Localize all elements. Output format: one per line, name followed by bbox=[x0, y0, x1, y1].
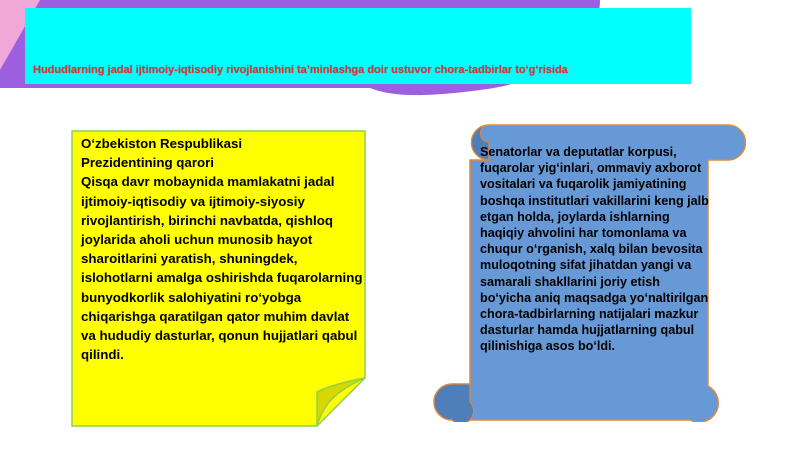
scroll-shape bbox=[432, 124, 746, 422]
note-heading-line-2: Prezidentining qarori bbox=[81, 155, 214, 171]
note-heading-line-1: O‘zbekiston Respublikasi bbox=[81, 136, 243, 151]
scroll-content: Senatorlar va deputatlar korpusi, fuqarolar yig‘inlari, ommaviy axborot vositalari va fuqarolik jamiyatining boshqa institutlari vakillarini keng jalb etgan holda, joylarda ishlarning haqiqiy ahvolini har tomonlama va chuqur o‘rganish, xalq bilan bevosita muloqotning sifat jihatdan yangi va samarali shakllarini joriy etish bo‘yicha aniq maqsadga yo‘naltirilgan chora-tadbirlarning natijalari mazkur dasturlar hamda hujjatlarning qabul qilinishiga asos bo‘ldi. bbox=[480, 145, 709, 354]
note-content bbox=[81, 134, 363, 364]
note-body: Qisqa davr mobaynida mamlakatni jadal ijtimoiy-iqtisodiy va ijtimoiy-siyosiy rivojlantirish, birinchi navbatda, qishloq joylarida aholi uchun munosib hayot sharoitlarini yaratish, shuningdek, islohotlarni amalga oshirishda fuqarolarning bunyodkorlik salohiyatini ro‘yobga chiqarishga qaratilgan qator muhim davlat va hududiy dasturlar, qonun hujjatlari qabul qilindi. bbox=[81, 174, 363, 363]
sticky-note bbox=[71, 130, 366, 427]
slide-title: Hududlarning jadal ijtimoiy-iqtisodiy rivojlanishini ta’minlashga doir ustuvor chora-tadbirlar to‘g‘risida bbox=[33, 64, 568, 76]
title-banner bbox=[25, 8, 691, 84]
